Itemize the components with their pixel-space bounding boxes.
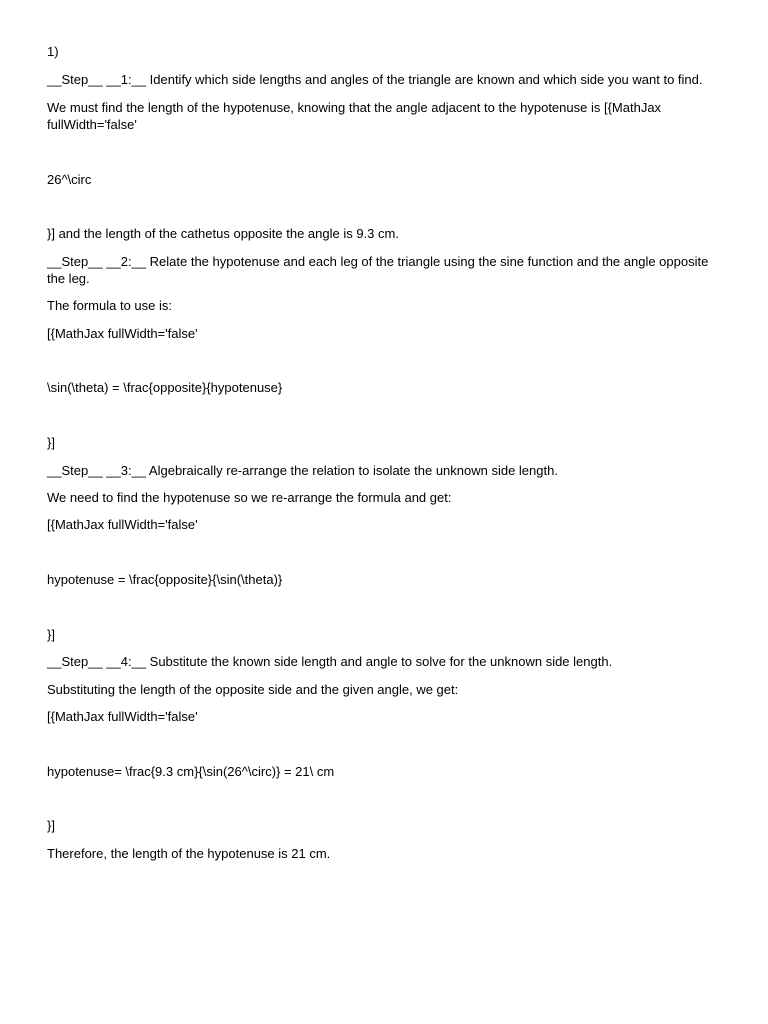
step1-heading: __Step__ __1:__ Identify which side lengths and angles of the triangle are known and which side you want to find. <box>47 72 703 87</box>
step3-math-close: }] <box>47 627 55 642</box>
step4-math-open: [{MathJax fullWidth='false' <box>47 709 198 724</box>
step2-heading: __Step__ __2:__ Relate the hypotenuse and each leg of the triangle using the sine function and the angle opposite the leg. <box>47 254 712 286</box>
step1-close: }] and the length of the cathetus opposite the angle is 9.3 cm. <box>47 226 399 241</box>
step1-math: 26^\circ <box>47 172 92 187</box>
step2-math-open: [{MathJax fullWidth='false' <box>47 326 198 341</box>
step3-text: We need to find the hypotenuse so we re-arrange the formula and get: <box>47 490 452 505</box>
step3-math-open: [{MathJax fullWidth='false' <box>47 517 198 532</box>
step4-math-close: }] <box>47 818 55 833</box>
step4-text: Substituting the length of the opposite side and the given angle, we get: <box>47 682 459 697</box>
step3-heading: __Step__ __3:__ Algebraically re-arrange the relation to isolate the unknown side length. <box>47 463 558 478</box>
conclusion: Therefore, the length of the hypotenuse is 21 cm. <box>47 846 331 861</box>
step1-text: We must find the length of the hypotenuse, knowing that the angle adjacent to the hypotenuse is [{MathJax fullWidth='false' <box>47 100 665 132</box>
step2-math: \sin(\theta) = \frac{opposite}{hypotenuse} <box>47 380 283 395</box>
question-number: 1) <box>47 44 59 59</box>
step4-heading: __Step__ __4:__ Substitute the known side length and angle to solve for the unknown side length. <box>47 654 613 669</box>
step3-math: hypotenuse = \frac{opposite}{\sin(\theta)} <box>47 572 283 587</box>
step2-math-close: }] <box>47 435 55 450</box>
step2-text: The formula to use is: <box>47 298 172 313</box>
step4-math: hypotenuse= \frac{9.3 cm}{\sin(26^\circ)} = 21\ cm <box>47 764 335 779</box>
